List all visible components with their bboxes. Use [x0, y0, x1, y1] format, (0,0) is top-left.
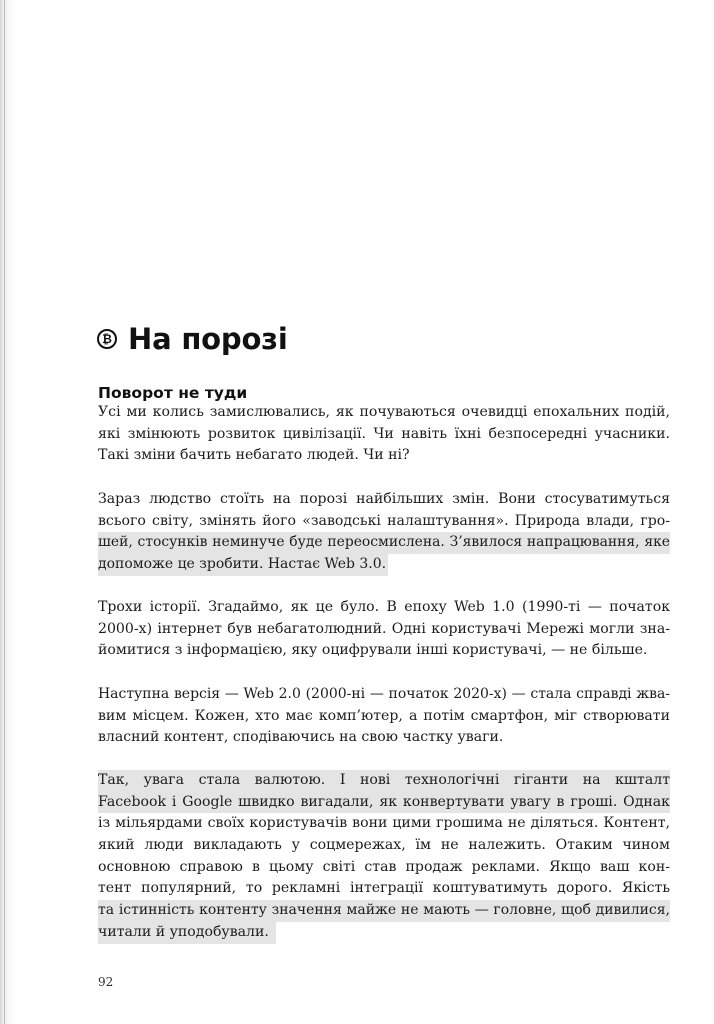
text-line: 2000-х) інтернет був небагатолюдний. Одні користувачі Мережі могли зна- — [98, 620, 670, 637]
page-number: 92 — [98, 975, 114, 989]
subheading: Поворот не туди — [98, 384, 248, 402]
section-heading — [97, 322, 288, 356]
text-line: Такі зміни бачить небагато людей. Чи ні? — [98, 447, 410, 464]
text-line: Зараз людство стоїть на порозі найбільших змін. Вони стосуватимуться — [98, 491, 670, 507]
paragraph-5 — [98, 770, 670, 944]
highlighted-line: Facebook і Google швидко вигадали, як конвертувати увагу в гроші. Однак — [98, 792, 670, 814]
text-line: власний контент, сподіваючись на свою частку уваги. — [98, 729, 504, 746]
text-line: йомитися з інформацією, яку оцифрували інші користувачі, — не більше. — [98, 642, 648, 659]
highlighted-line: та істинність контенту значення майже не мають — головне, щоб дивилися, — [98, 900, 670, 922]
paragraph-1 — [98, 402, 670, 467]
text-line: який люди викладають у соцмережах, їм не належить. Отаким чином — [98, 837, 670, 854]
text-line: із мільярдами своїх користувачів вони цими грошима не діляться. Контент, — [98, 815, 670, 832]
section-title: На порозі — [128, 322, 288, 356]
paragraph-3 — [98, 597, 670, 662]
page-edge-line — [4, 0, 5, 1024]
text-line: Наступна версія — Web 2.0 (2000-ні — початок 2020-х) — стала справді жва- — [98, 686, 670, 702]
text-line: які змінюють розвиток цивілізації. Чи навіть їхні безпосередні учасники. — [98, 425, 670, 442]
text-line: Трохи історії. Згадаймо, як це було. В епоху Web 1.0 (1990-ті — початок — [98, 599, 670, 615]
paragraph-4 — [98, 684, 670, 749]
bitcoin-icon: ₿ — [97, 329, 117, 349]
highlighted-line: допоможе це зробити. Настає Web 3.0. — [98, 554, 388, 576]
text-line: Усі ми колись замислювались, як почуваються очевидці епохальних подій, — [98, 404, 670, 420]
paragraph-2 — [98, 489, 670, 576]
highlighted-line: читали й уподобували. — [98, 922, 276, 944]
text-line: всього світу, змінять його «заводські налаштування». Природа влади, гро- — [98, 512, 670, 529]
text-line: тент популярний, то рекламні інтеграції коштуватимуть дорого. Якість — [98, 880, 670, 897]
text-line: основною справою в цьому світі став продаж реклами. Якщо ваш кон- — [98, 858, 670, 875]
page-edge-shadow — [0, 0, 16, 1024]
text-line: вим місцем. Кожен, хто має комп’ютер, а потім смартфон, міг створювати — [98, 707, 670, 724]
highlighted-line: шей, стосунків неминуче буде переосмислена. З’явилося напрацювання, яке — [98, 532, 670, 554]
highlighted-line: Так, увага стала валютою. І нові технологічні гіганти на кшталт — [98, 770, 670, 792]
